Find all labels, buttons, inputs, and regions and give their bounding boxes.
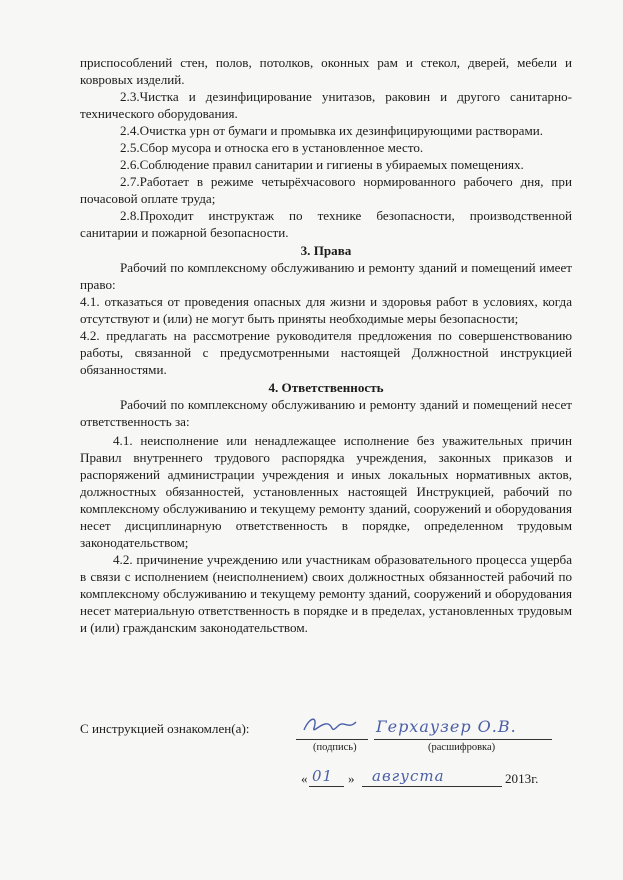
paragraph: 2.3.Чистка и дезинфицирование унитазов, раковин и другого санитарно-технического оборудования. xyxy=(80,89,572,121)
signature-scribble-icon xyxy=(300,712,360,740)
date-day-line xyxy=(309,786,344,787)
paragraph: 4.1. отказаться от проведения опасных для жизни и здоровья работ в условиях, когда отсутствуют и (или) не могут быть приняты необходимые меры безопасности; xyxy=(80,294,572,326)
date-open-quote: « xyxy=(301,771,308,786)
paragraph: 2.8.Проходит инструктаж по технике безопасности, производственной санитарии и пожарной безопасности. xyxy=(80,208,572,240)
section-heading-rights: 3. Права xyxy=(300,243,352,258)
paragraph: 2.5.Сбор мусора и относка его в установленное место. xyxy=(120,140,424,155)
document-body xyxy=(80,54,572,636)
decode-line xyxy=(374,739,552,740)
date-month: августа xyxy=(372,767,445,785)
handwritten-name: Герхаузер О.В. xyxy=(376,717,517,736)
section-heading-responsibility: 4. Ответственность xyxy=(268,380,384,395)
signature-caption: (подпись) xyxy=(313,742,357,753)
paragraph: приспособлений стен, полов, потолков, оконных рам и стекол, дверей, мебели и ковровых изделий. xyxy=(80,55,572,87)
paragraph: Рабочий по комплексному обслуживанию и ремонту зданий и помещений несет ответственность за: xyxy=(80,397,572,429)
date-day: 01 xyxy=(312,767,334,785)
signature-line xyxy=(296,739,368,740)
paragraph: 2.6.Соблюдение правил санитарии и гигиены в убираемых помещениях. xyxy=(120,157,524,172)
paragraph: 2.4.Очистка урн от бумаги и промывка их дезинфицирующими растворами. xyxy=(120,123,544,138)
date-year: 2013г. xyxy=(505,771,539,786)
acknowledgement-label: С инструкцией ознакомлен(а): xyxy=(80,721,250,736)
paragraph: 4.1. неисполнение или ненадлежащее исполнение без уважительных причин Правил внутреннего трудового распорядка учреждения, законных приказов и распоряжений администрации учреждения и иных локальных нормативных актов, должностных обязанностей, установленных настоящей Инструкцией, рабочий по комплексному обслуживанию и текущему ремонту зданий, сооружений и оборудования несет дисциплинарную ответственность в порядке, определенном трудовым законодательством; xyxy=(80,433,572,550)
date-close-quote: » xyxy=(348,771,355,786)
paragraph: Рабочий по комплексному обслуживанию и ремонту зданий и помещений имеет право: xyxy=(80,260,572,292)
paragraph: 4.2. предлагать на рассмотрение руководителя предложения по совершенствованию работы, связанной с предусмотренными настоящей Должностной инструкцией обязанностями. xyxy=(80,328,572,377)
paragraph: 2.7.Работает в режиме четырёхчасового нормированного рабочего дня, при почасовой оплате труда; xyxy=(80,174,572,206)
decode-caption: (расшифровка) xyxy=(428,742,496,753)
paragraph: 4.2. причинение учреждению или участникам образовательного процесса ущерба в связи с исполнением (неисполнением) своих должностных обязанностей рабочий по комплексному обслуживанию и текущему ремонту зданий, сооружений и оборудования несет материальную ответственность в порядке и в пределах, установленных трудовым и (или) гражданским законодательством. xyxy=(80,552,572,635)
date-month-line xyxy=(362,786,502,787)
